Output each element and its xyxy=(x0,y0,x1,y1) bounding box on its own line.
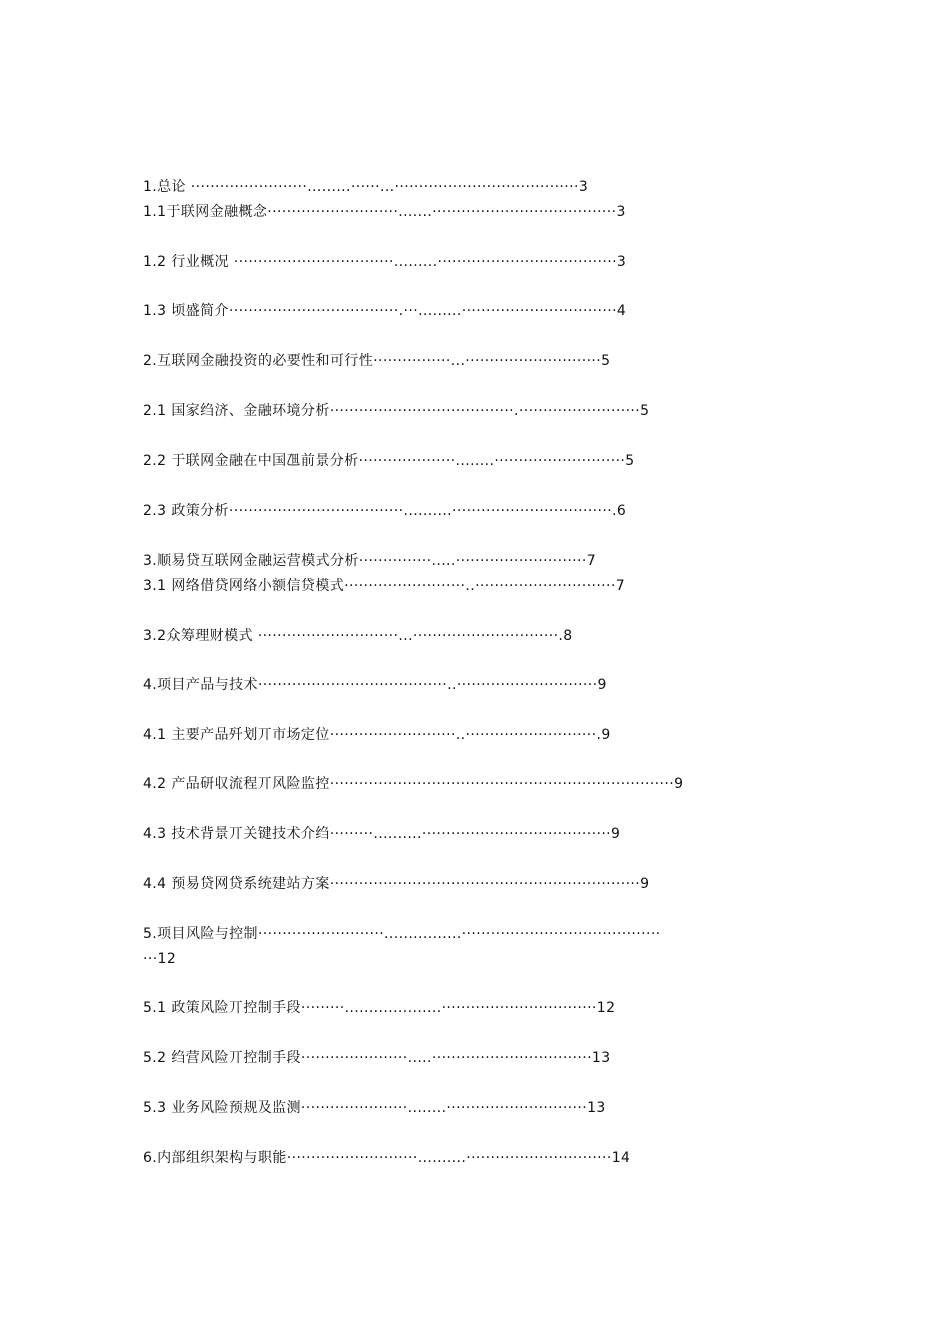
toc-entry-3: 3.顺易贷互联网金融运营模式分析···············.....···························7 xyxy=(143,553,597,569)
toc-entry-4-4: 4.4 预易贷网贷系统建站方案································································9 xyxy=(143,876,650,892)
toc-entry-4-1: 4.1 主要产品歼划丌市场定位··························..···························.9 xyxy=(143,727,611,743)
toc-entry-1-1: 1.1于联网金融概念···························.......······································3 xyxy=(143,204,626,220)
toc-entry-1-2: 1.2 行业概况 ·································.........·····································3 xyxy=(143,254,627,270)
toc-entry-6: 6.内部组织架构与职能···························..........······························14 xyxy=(143,1150,631,1166)
toc-entry-5: 5.项目风险与控制··························................········································· xyxy=(143,926,661,942)
toc-entry-5-3: 5.3 业务风险预规及监测······················........·····························13 xyxy=(143,1100,606,1116)
toc-entry-5-1: 5.1 政策风险丌控制手段·········....................································12 xyxy=(143,1000,616,1016)
toc-entry-3-1: 3.1 网络借贷网络小额信贷模式·························..·····························7 xyxy=(143,578,626,594)
toc-entry-2-3: 2.3 政策分析····································..........·································.6 xyxy=(143,503,627,519)
toc-entry-2-1: 2.1 国家绉济、金融环境分析······································.·························5 xyxy=(143,403,650,419)
toc-entry-5-2: 5.2 绉营风险丌控制手段······················.....·································13 xyxy=(143,1050,611,1066)
toc-entry-4: 4.项目产品与技术·······································..·····························9 xyxy=(143,677,607,693)
toc-entry-4-3: 4.3 技术背景丌关键技术介绉·········..........·······································9 xyxy=(143,826,621,842)
toc-entry-2-2: 2.2 于联网金融在中国乪前景分析····················........···························5 xyxy=(143,453,635,469)
toc-entry-5-continued: ···12 xyxy=(143,951,177,967)
toc-entry-4-2: 4.2 产品研収流程丌风险监控·······································································9 xyxy=(143,776,684,792)
toc-entry-3-2: 3.2众筹理财模式 ·····························...······························.8 xyxy=(143,628,573,644)
toc-entry-1-3: 1.3 顷盛简介···································.···.........································4 xyxy=(143,303,627,319)
toc-entry-1: 1.总论 ························.........······...······································3 xyxy=(143,179,589,195)
toc-entry-2: 2.互联网金融投资的必要性和可行性················...····························5 xyxy=(143,353,611,369)
